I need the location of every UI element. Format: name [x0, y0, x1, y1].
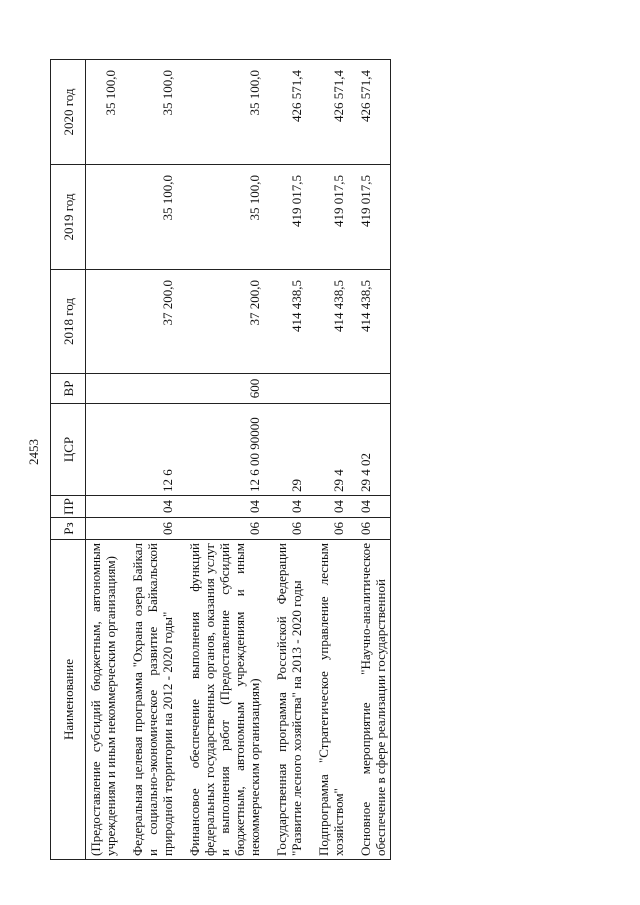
row-2018: 414 438,5: [356, 270, 391, 374]
header-vr: ВР: [51, 374, 86, 404]
row-name: Подпрограмма "Стратегическое управление лесным хозяйством": [314, 540, 348, 860]
row-vr: [272, 374, 306, 404]
row-pr: [86, 496, 121, 518]
budget-table: [50, 59, 391, 860]
row-2019: [86, 165, 121, 270]
table-header-row: [51, 60, 86, 860]
row-vr: [314, 374, 348, 404]
row-pr: 04: [185, 496, 264, 518]
row-rz: [86, 518, 121, 540]
row-2019: 419 017,5: [272, 165, 306, 270]
row-csr: 12 6 00 90000: [185, 404, 264, 496]
table-row: [86, 60, 121, 860]
row-pr: 04: [272, 496, 306, 518]
table-row: [314, 60, 348, 860]
row-vr: [356, 374, 391, 404]
row-2019: 419 017,5: [314, 165, 348, 270]
budget-table-rotated: [50, 60, 630, 860]
row-vr: [86, 374, 121, 404]
row-csr: 29: [272, 404, 306, 496]
row-csr: 29 4: [314, 404, 348, 496]
row-2019: 419 017,5: [356, 165, 391, 270]
table-row: [356, 60, 391, 860]
row-rz: 06: [314, 518, 348, 540]
row-pr: 04: [356, 496, 391, 518]
row-rz: 06: [128, 518, 177, 540]
header-rz: Рз: [51, 518, 86, 540]
table-row: [185, 60, 264, 860]
row-name: Федеральная целевая программа "Охрана озера Байкал и социально-экономическое развитие Байкальской природной территории на 2012 - 2020 годы": [128, 540, 177, 860]
row-name: Государственная программа Российской Федерации "Развитие лесного хозяйства" на 2013 - 2020 годы: [272, 540, 306, 860]
row-2018: 414 438,5: [272, 270, 306, 374]
row-2018: 414 438,5: [314, 270, 348, 374]
row-csr: [86, 404, 121, 496]
row-pr: 04: [128, 496, 177, 518]
row-2019: 35 100,0: [128, 165, 177, 270]
row-name: Финансовое обеспечение выполнения функций федеральных государственных органов, оказания услуг и выполнения работ (Предоставление субсидий бюджетным, автономным учреждениям и иным некоммерческим организациям): [185, 540, 264, 860]
header-2019: 2019 год: [51, 165, 86, 270]
row-rz: 06: [185, 518, 264, 540]
row-2020: 426 571,4: [272, 60, 306, 165]
row-name: Основное мероприятие "Научно-аналитическое обеспечение в сфере реализации государственной: [356, 540, 391, 860]
row-csr: 12 6: [128, 404, 177, 496]
page-number: 2453: [26, 439, 41, 465]
row-vr: 600: [185, 374, 264, 404]
row-2020: 426 571,4: [356, 60, 391, 165]
row-pr: 04: [314, 496, 348, 518]
table-row: [128, 60, 177, 860]
row-2020: 35 100,0: [128, 60, 177, 165]
row-csr: 29 4 02: [356, 404, 391, 496]
row-2018: 37 200,0: [128, 270, 177, 374]
header-2018: 2018 год: [51, 270, 86, 374]
row-2020: 426 571,4: [314, 60, 348, 165]
header-pr: ПР: [51, 496, 86, 518]
row-vr: [128, 374, 177, 404]
row-2019: 35 100,0: [185, 165, 264, 270]
row-2018: [86, 270, 121, 374]
row-rz: 06: [356, 518, 391, 540]
row-name: (Предоставление субсидий бюджетным, автономным учреждениям и иным некоммерческим организациям): [86, 540, 121, 860]
header-name: Наименование: [51, 540, 86, 860]
row-2020: 35 100,0: [185, 60, 264, 165]
table-row: [272, 60, 306, 860]
row-2018: 37 200,0: [185, 270, 264, 374]
header-2020: 2020 год: [51, 60, 86, 165]
header-csr: ЦСР: [51, 404, 86, 496]
row-2020: 35 100,0: [86, 60, 121, 165]
row-rz: 06: [272, 518, 306, 540]
